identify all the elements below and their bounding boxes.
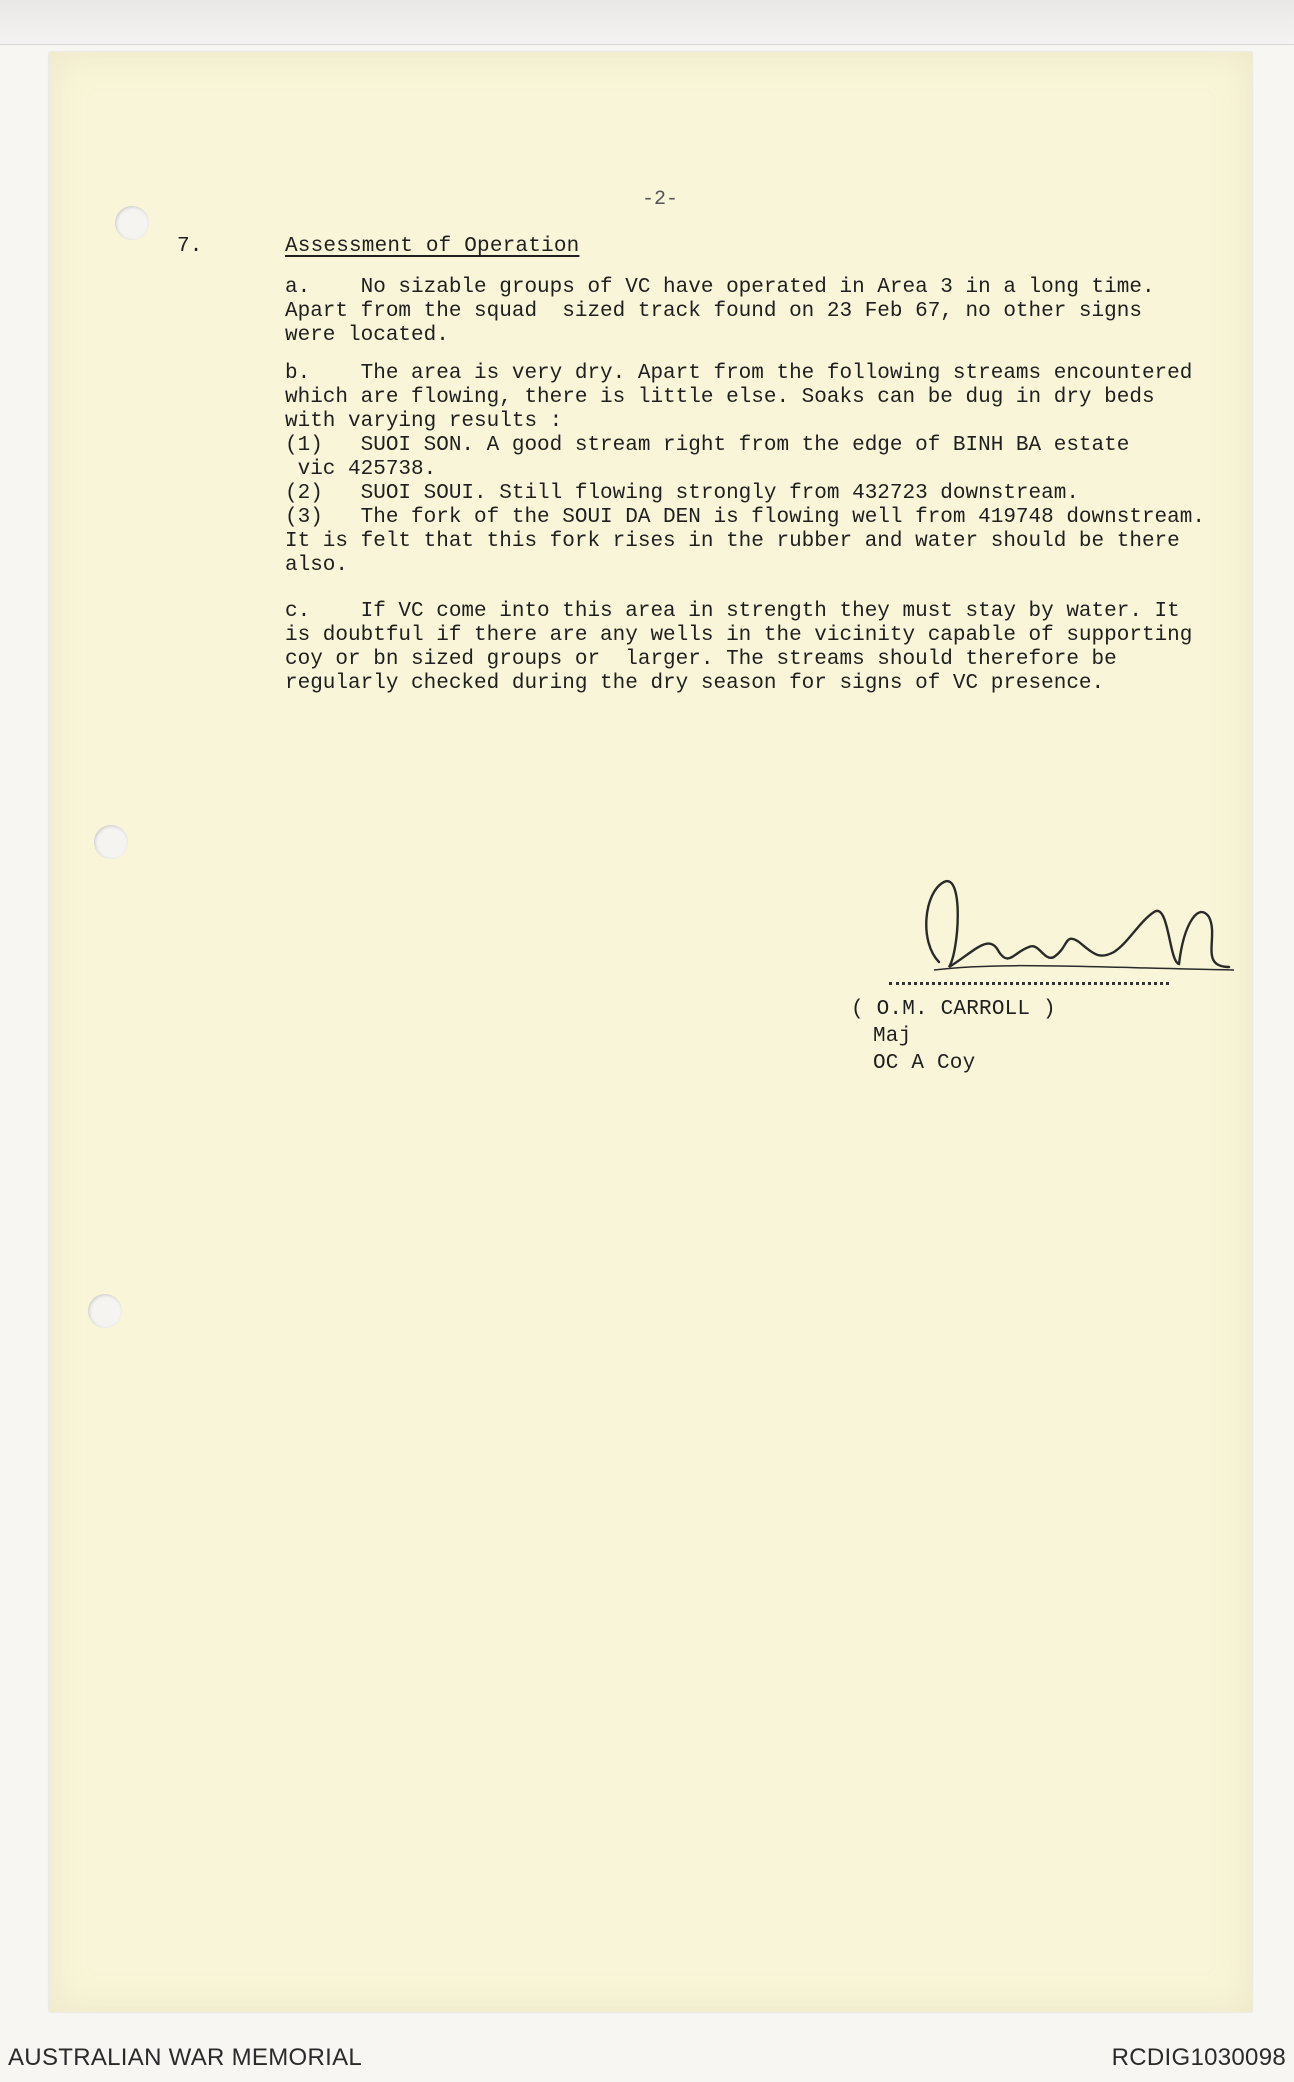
punch-hole [88, 1294, 122, 1328]
footer-archive-name: AUSTRALIAN WAR MEMORIAL [8, 2044, 363, 2071]
signatory-name: ( O.M. CARROLL ) [851, 998, 1056, 1021]
signatory-rank: Maj [873, 1025, 912, 1048]
text-line: were located. [285, 324, 449, 347]
text-line: Apart from the squad sized track found on 23 Feb 67, no other signs [285, 300, 1142, 323]
page-mark: -2- [642, 188, 679, 211]
paragraph-b [285, 362, 1205, 578]
paragraph-a [285, 276, 1185, 348]
signature-scribble [879, 842, 1239, 1002]
text-line: also. [285, 554, 349, 577]
punch-hole [94, 825, 128, 859]
punch-hole [115, 206, 149, 240]
text-line: with varying results : [285, 410, 563, 433]
text-line: a. No sizable groups of VC have operated in Area 3 in a long time. [285, 276, 1155, 299]
top-scan-border [0, 0, 1294, 45]
text-line: It is felt that this fork rises in the rubber and water should be there [285, 530, 1180, 553]
text-line: (1) SUOI SON. A good stream right from the edge of BINH BA estate [285, 434, 1130, 457]
section-heading: Assessment of Operation [285, 235, 580, 258]
text-line: vic 425738. [285, 458, 437, 481]
text-line: (2) SUOI SOUI. Still flowing strongly from 432723 downstream. [285, 482, 1079, 505]
text-line: (3) The fork of the SOUI DA DEN is flowing well from 419748 downstream. [285, 506, 1205, 529]
paragraph-c [285, 600, 1193, 696]
section-number: 7. [177, 235, 203, 258]
text-line: c. If VC come into this area in strength they must stay by water. It [285, 600, 1180, 623]
text-line: regularly checked during the dry season for signs of VC presence. [285, 672, 1105, 695]
text-line: b. The area is very dry. Apart from the following streams encountered [285, 362, 1193, 385]
document-page [49, 52, 1252, 2012]
text-line: which are flowing, there is little else. Soaks can be dug in dry beds [285, 386, 1155, 409]
text-line: is doubtful if there are any wells in the vicinity capable of supporting [285, 624, 1193, 647]
text-line: coy or bn sized groups or larger. The streams should therefore be [285, 648, 1117, 671]
footer-record-id: RCDIG1030098 [1111, 2044, 1286, 2071]
signature-line [889, 982, 1169, 985]
signatory-appointment: OC A Coy [873, 1052, 976, 1075]
